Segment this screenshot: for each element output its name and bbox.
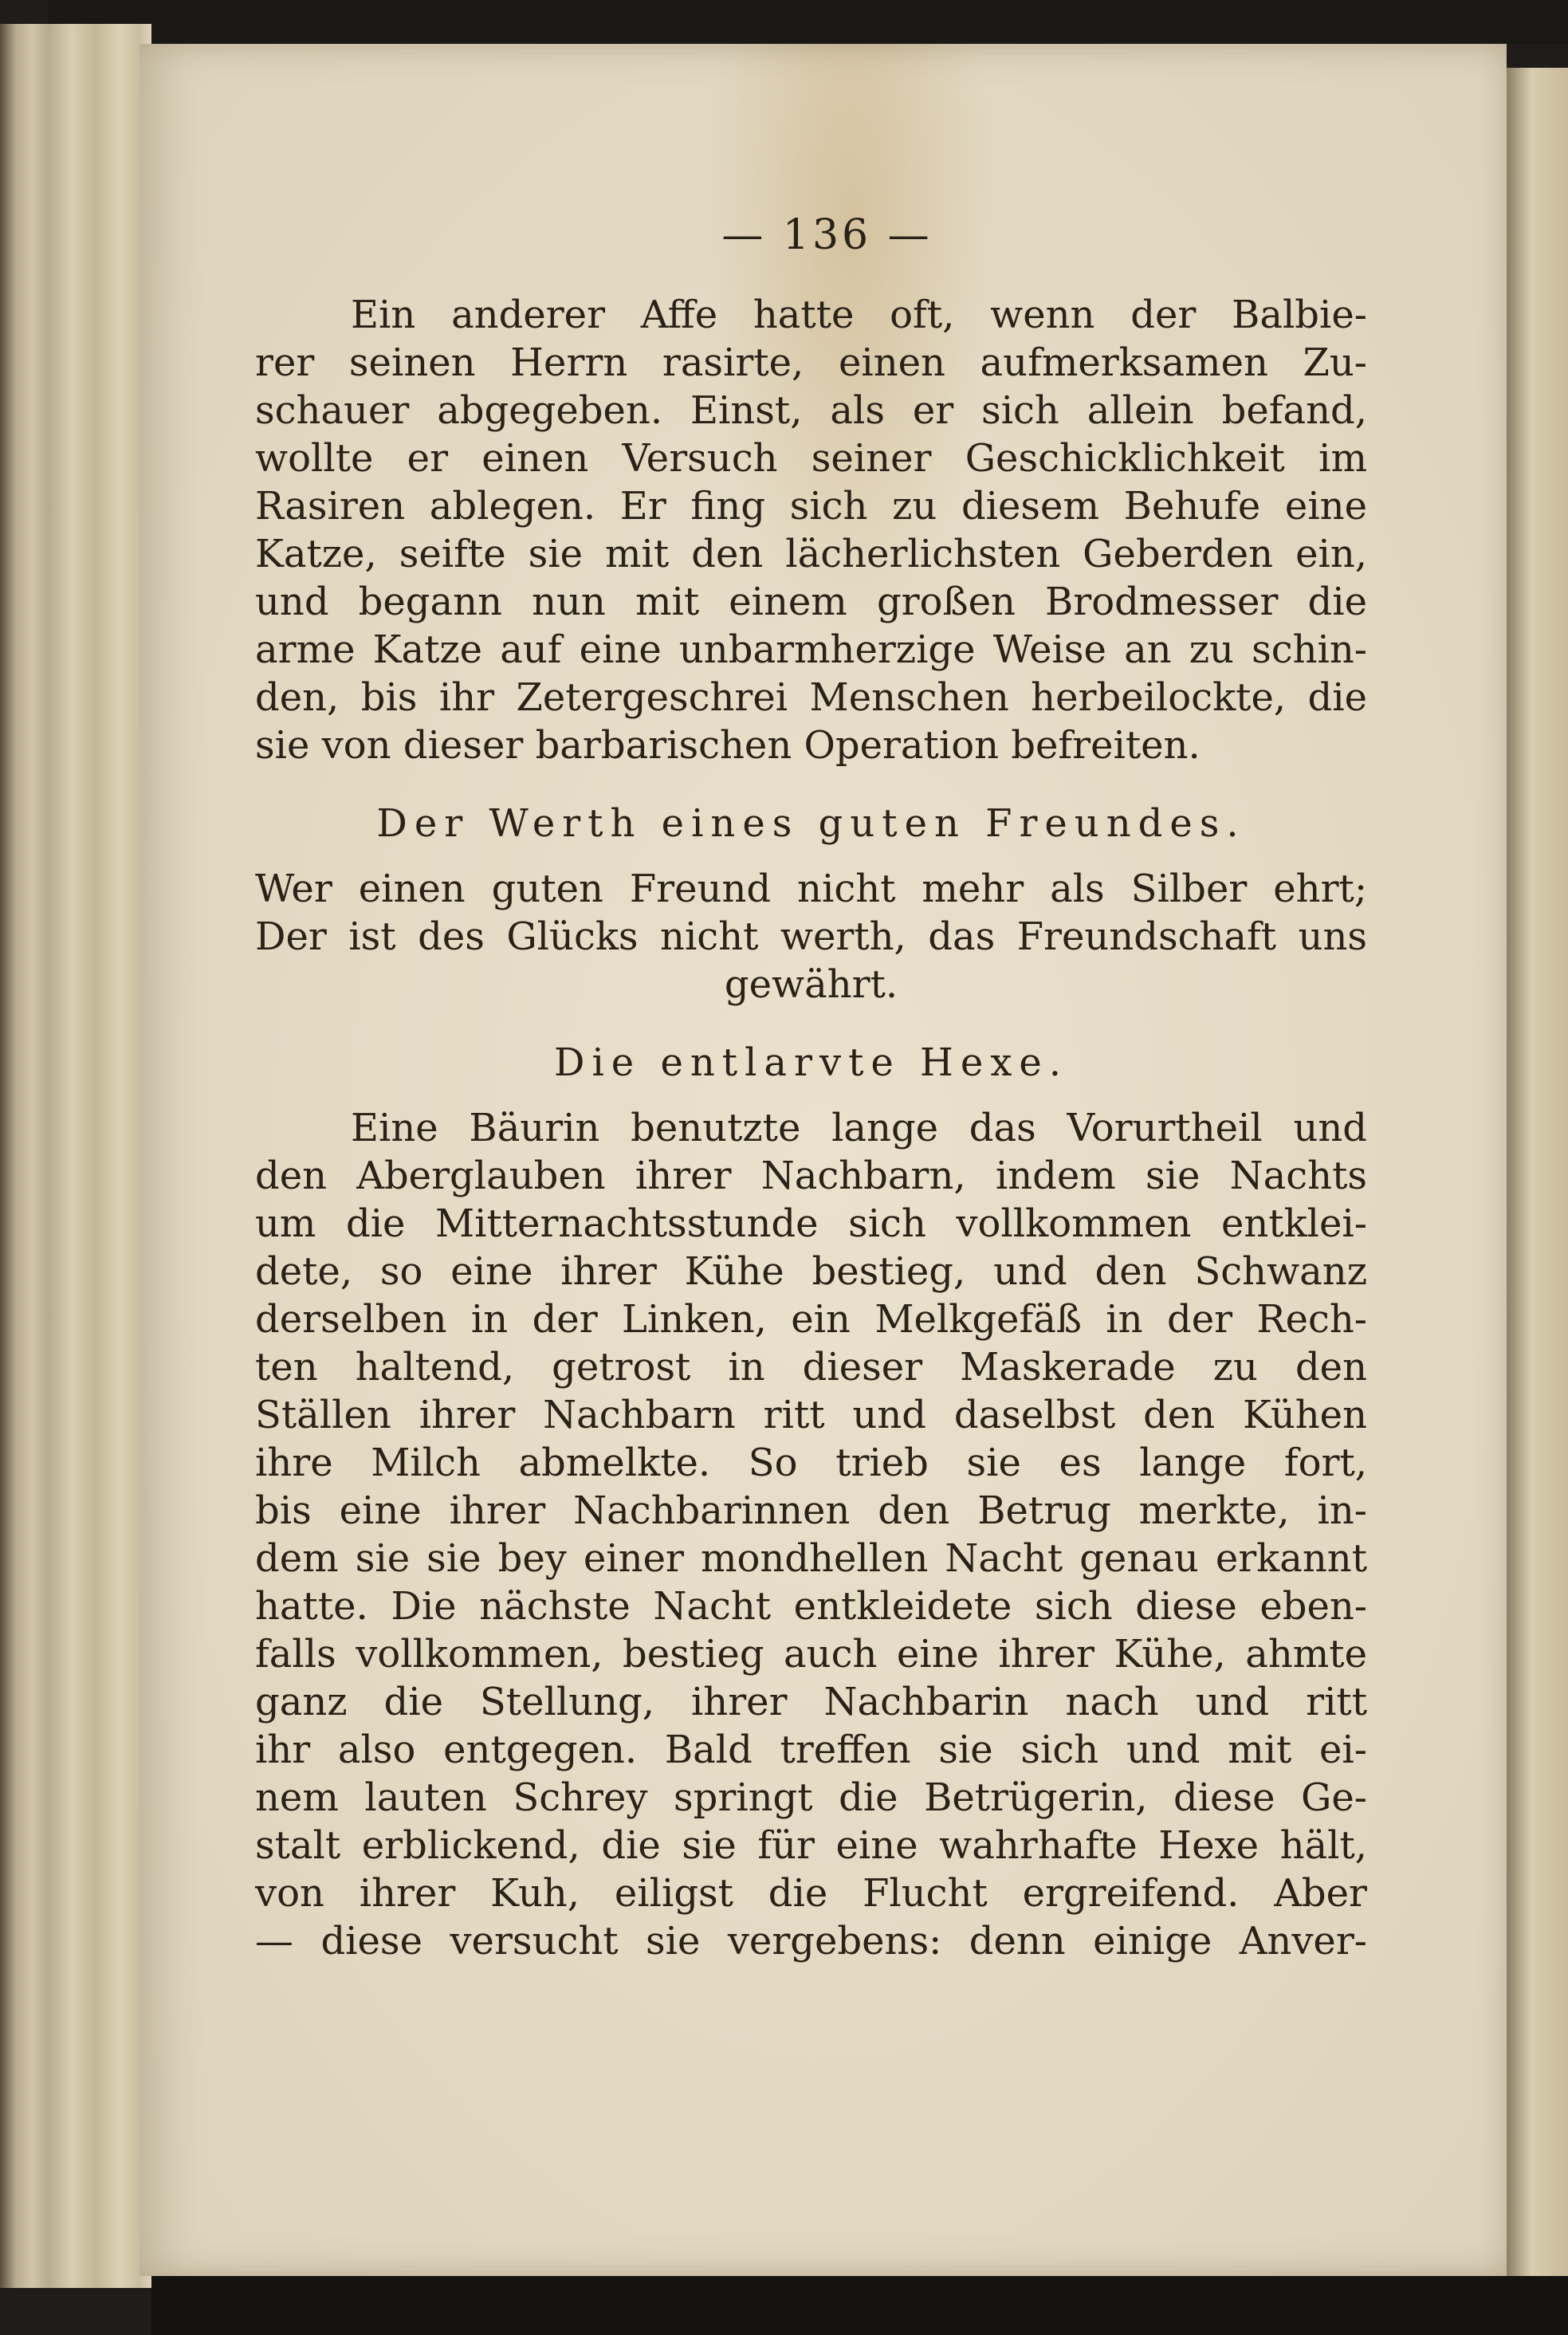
verse-line: Wer einen guten Freund nicht mehr als Silber ehrt;	[255, 867, 1367, 911]
text-line: arme Katze auf eine unbarmherzige Weise an zu schin-	[255, 627, 1367, 672]
text-line: und begann nun mit einem großen Brodmesser die	[255, 580, 1367, 624]
page-text-block	[255, 211, 1367, 1965]
text-line: Ein anderer Affe hatte oft, wenn der Balbie-	[351, 293, 1367, 337]
facing-page-edge	[1507, 68, 1568, 2284]
text-line: hatte. Die nächste Nacht entkleidete sich diese eben-	[255, 1584, 1367, 1629]
text-line: Rasiren ablegen. Er fing sich zu diesem Behufe eine	[255, 484, 1367, 529]
text-line: ihr also entgegen. Bald treffen sie sich und mit ei-	[255, 1728, 1367, 1772]
verse-block	[255, 865, 1367, 1008]
scan-background-bottom	[151, 2276, 1568, 2335]
text-line: wollte er einen Versuch seiner Geschicklichkeit im	[255, 436, 1367, 481]
page-stack-edges	[0, 24, 151, 2288]
text-line: Eine Bäurin benutzte lange das Vorurtheil und	[351, 1106, 1367, 1150]
text-line: rer seinen Herrn rasirte, einen aufmerksamen Zu-	[255, 340, 1367, 385]
text-line: Ställen ihrer Nachbarn ritt und daselbst den Kühen	[255, 1393, 1367, 1437]
section-heading-witch: Die entlarvte Hexe.	[553, 1040, 1069, 1085]
text-line: um die Mitternachtsstunde sich vollkommen entklei-	[255, 1201, 1367, 1246]
text-line: von ihrer Kuh, eiligst die Flucht ergreifend. Aber	[255, 1871, 1367, 1916]
text-line: schauer abgegeben. Einst, als er sich allein befand,	[255, 388, 1367, 433]
text-line: dete, so eine ihrer Kühe bestieg, und den Schwanz	[255, 1249, 1367, 1294]
text-line: bis eine ihrer Nachbarinnen den Betrug merkte, in-	[255, 1488, 1367, 1533]
text-line: derselben in der Linken, ein Melkgefäß in der Rech-	[255, 1297, 1367, 1342]
text-line: nem lauten Schrey springt die Betrügerin, diese Ge-	[255, 1775, 1367, 1820]
text-line: stalt erblickend, die sie für eine wahrhafte Hexe hält,	[255, 1823, 1367, 1868]
story-witch-paragraph	[255, 1104, 1367, 1965]
story-ape-paragraph	[255, 291, 1367, 769]
verse-line: Der ist des Glücks nicht werth, das Freundschaft uns	[255, 914, 1367, 959]
scan-background-top	[48, 0, 1568, 44]
text-line: sie von dieser barbarischen Operation befreiten.	[255, 723, 1201, 768]
text-line: den Aberglauben ihrer Nachbarn, indem sie Nachts	[255, 1154, 1367, 1198]
text-line: dem sie sie bey einer mondhellen Nacht genau erkannt	[255, 1536, 1367, 1581]
text-line: ihre Milch abmelkte. So trieb sie es lange fort,	[255, 1441, 1367, 1485]
section-heading-friend: Der Werth eines guten Freundes.	[376, 801, 1246, 846]
text-line: ganz die Stellung, ihrer Nachbarin nach und ritt	[255, 1680, 1367, 1724]
page-number: — 136 —	[721, 211, 933, 259]
text-line: falls vollkommen, bestieg auch eine ihrer Kühe, ahmte	[255, 1632, 1367, 1677]
text-line: ten haltend, getrost in dieser Maskerade zu den	[255, 1345, 1367, 1390]
verse-line: gewährt.	[724, 962, 898, 1007]
text-line: Katze, seifte sie mit den lächerlichsten Geberden ein,	[255, 532, 1367, 576]
text-line: — diese versucht sie vergebens: denn einige Anver-	[255, 1919, 1367, 1964]
text-line: den, bis ihr Zetergeschrei Menschen herbeilockte, die	[255, 675, 1367, 720]
